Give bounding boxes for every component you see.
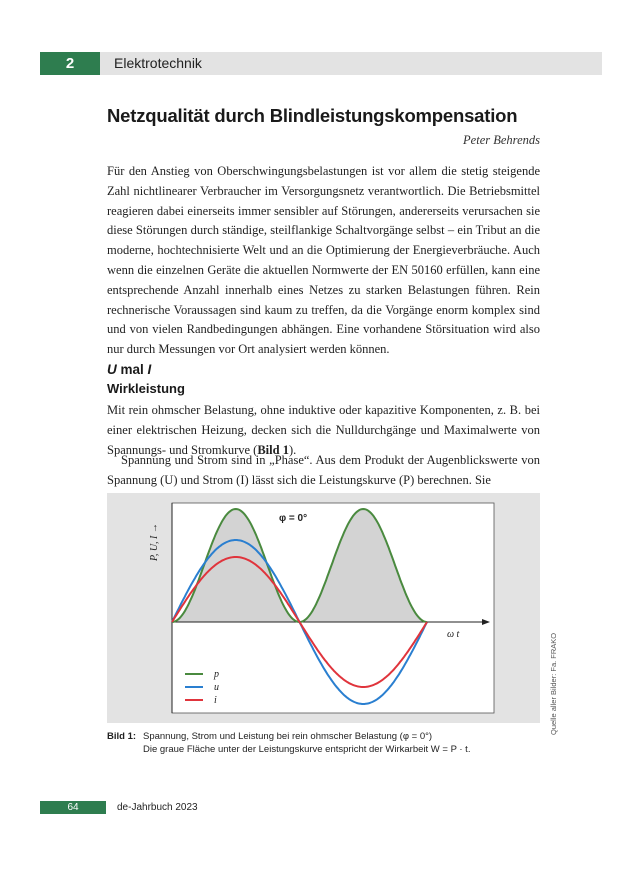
chapter-header — [40, 52, 602, 75]
page-number: 64 — [40, 801, 106, 814]
para1-text-b: ). — [288, 442, 297, 457]
image-credit: Quelle aller Bilder: Fa. FRAKO — [549, 632, 558, 735]
article-author: Peter Behrends — [463, 133, 540, 147]
body-paragraph-2: Spannung und Strom sind in „Phase“. Aus dem Produkt der Augenblickswerte von Spannung (U) und Strom (I) lässt sich die Leistungskurve (P) berechnen. Sie — [107, 453, 540, 487]
heading-i: I — [147, 362, 152, 377]
figure-1 — [107, 493, 540, 723]
section-heading — [107, 362, 151, 377]
legend-label-p: p — [214, 669, 219, 680]
heading-u: U — [107, 362, 117, 377]
figure-caption — [107, 730, 547, 756]
heading-mal: mal — [116, 362, 148, 377]
chapter-title: Elektrotechnik — [114, 55, 202, 71]
legend-label-i: i — [214, 695, 217, 706]
caption-line-2: Die graue Fläche unter der Leistungskurve entspricht der Wirkarbeit W = P · t. — [143, 744, 471, 755]
subsection-heading: Wirkleistung — [107, 381, 185, 396]
legend-label-u: u — [214, 682, 219, 693]
intro-paragraph: Für den Anstieg von Oberschwingungsbelastungen ist vor allem die stetig steigende Zahl nichtlinearer Verbraucher im Versorgungsnetz verantwortlich. Die Betriebsmittel reagieren dabei einerseits immer sensibler auf Störungen, andererseits verursachen sie diese Störungen durch ständige, steilflankige Schaltvorgänge selbst – ein Tribut an die moderne, hochtechnisierte Welt und an die Optimierung der Energieverbräuche. Auch wenn die einzelnen Geräte die aktuellen Normwerte der EN 50160 erfüllen, kann eine entsprechende Anzahl innerhalb eines Netzes zu starken Belastungen führen. Rein rechnerische Voraussagen sind kaum zu treffen, da die Vorgänge enorm komplex sind und von vielen Randbedingungen abhängen. Eine vorhandene Störsituation wird also nur durch Messungen vor Ort analysiert werden können. — [107, 164, 540, 357]
waveform-diagram — [107, 493, 540, 723]
x-axis-label: ω t — [447, 629, 460, 640]
figure-reference: Bild 1 — [257, 442, 289, 457]
publication-name: de-Jahrbuch 2023 — [117, 802, 198, 813]
chapter-number: 2 — [40, 52, 100, 75]
y-axis-label: P, U, I → — [149, 523, 160, 561]
phase-label: φ = 0° — [279, 513, 308, 524]
legend — [185, 669, 219, 706]
para1-text-a: Mit rein ohmscher Belastung, ohne induktive oder kapazitive Komponenten, z. B. bei einer elektrischen Heizung, decken sich die Nulldurchgänge und Maximalwerte von Spannungs- und Stromkurve ( — [107, 403, 540, 457]
caption-label: Bild 1: — [107, 731, 137, 742]
article-title: Netzqualität durch Blindleistungskompensation — [107, 105, 518, 126]
caption-line-1: Spannung, Strom und Leistung bei rein ohmscher Belastung (φ = 0°) — [143, 731, 433, 742]
